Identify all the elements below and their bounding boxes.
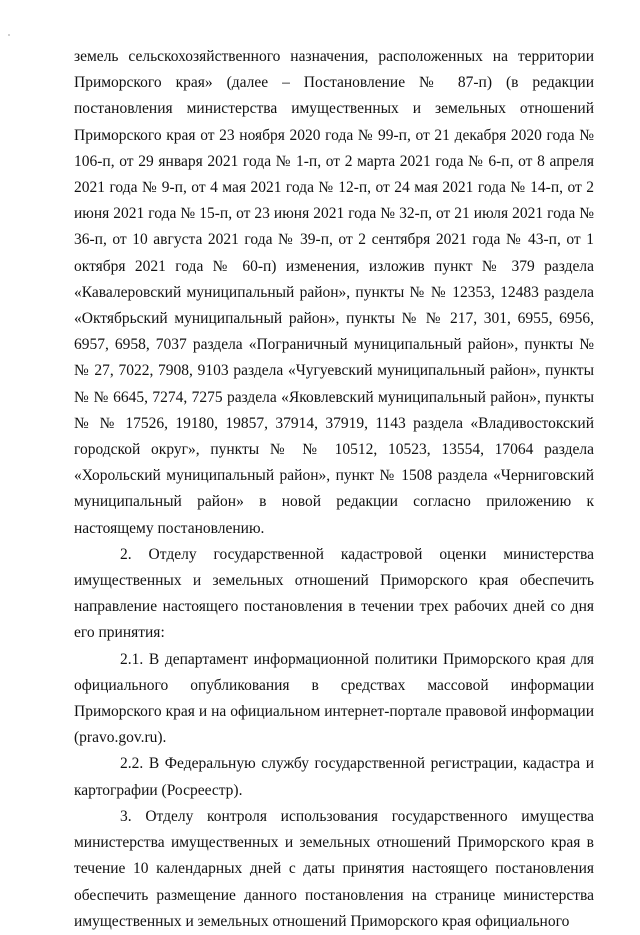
paragraph-item-3: 3. Отделу контроля использования государственного имущества министерства имущественных и земельных отношений Приморского края в течение 10 календарных дней с даты принятия настоящего постановления обеспечить размещение данного постановления на странице министерства имущественных и земельных отношений Приморского края официального: [74, 807, 594, 930]
document-page: [74, 44, 594, 935]
paragraph-item-2: 2. Отделу государственной кадастровой оценки министерства имущественных и земельных отношений Приморского края обеспечить направление настоящего постановления в течении трех рабочих дней со дня его принятия:: [74, 545, 594, 642]
paragraph-continuation: земель сельскохозяйственного назначения, расположенных на территории Приморского края» (далее – Постановление № 87-п) (в редакции постановления министерства имущественных и земельных отношений Приморского края от 23 ноября 2020 года № 99-п, от 21 декабря 2020 года № 106-п, от 29 января 2021 года № 1-п, от 2 марта 2021 года № 6-п, от 8 апреля 2021 года № 9-п, от 4 мая 2021 года № 12-п, от 24 мая 2021 года № 14-п, от 2 июня 2021 года № 15-п, от 23 июня 2021 года № 32-п, от 21 июля 2021 года № 36-п, от 10 августа 2021 года № 39-п, от 2 сентября 2021 года № 43-п, от 1 октября 2021 года № 60-п) изменения, изложив пункт № 379 раздела «Кавалеровский муниципальный район», пункты № № 12353, 12483 раздела «Октябрьский муниципальный район», пункты № № 217, 301, 6955, 6956, 6957, 6958, 7037 раздела «Пограничный муниципальный район», пункты № № 27, 7022, 7908, 9103 раздела «Чугуевский муниципальный район», пункты № № 6645, 7274, 7275 раздела «Яковлевский муниципальный район», пункты № № 17526, 19180, 19857, 37914, 37919, 1143 раздела «Владивостокский городской округ», пункты № № 10512, 10523, 13554, 17064 раздела «Хорольский муниципальный район», пункт № 1508 раздела «Черниговский муниципальный район» в новой редакции согласно приложению к настоящему постановлению.: [74, 48, 594, 537]
paragraph-item-2-1: 2.1. В департамент информационной политики Приморского края для официального опубликования в средствах массовой информации Приморского края и на официальном интернет-портале правовой информации (pravo.gov.ru).: [74, 650, 594, 747]
scan-artifact: [8, 34, 10, 36]
paragraph-item-2-2: 2.2. В Федеральную службу государственной регистрации, кадастра и картографии (Росреестр).: [74, 755, 594, 799]
